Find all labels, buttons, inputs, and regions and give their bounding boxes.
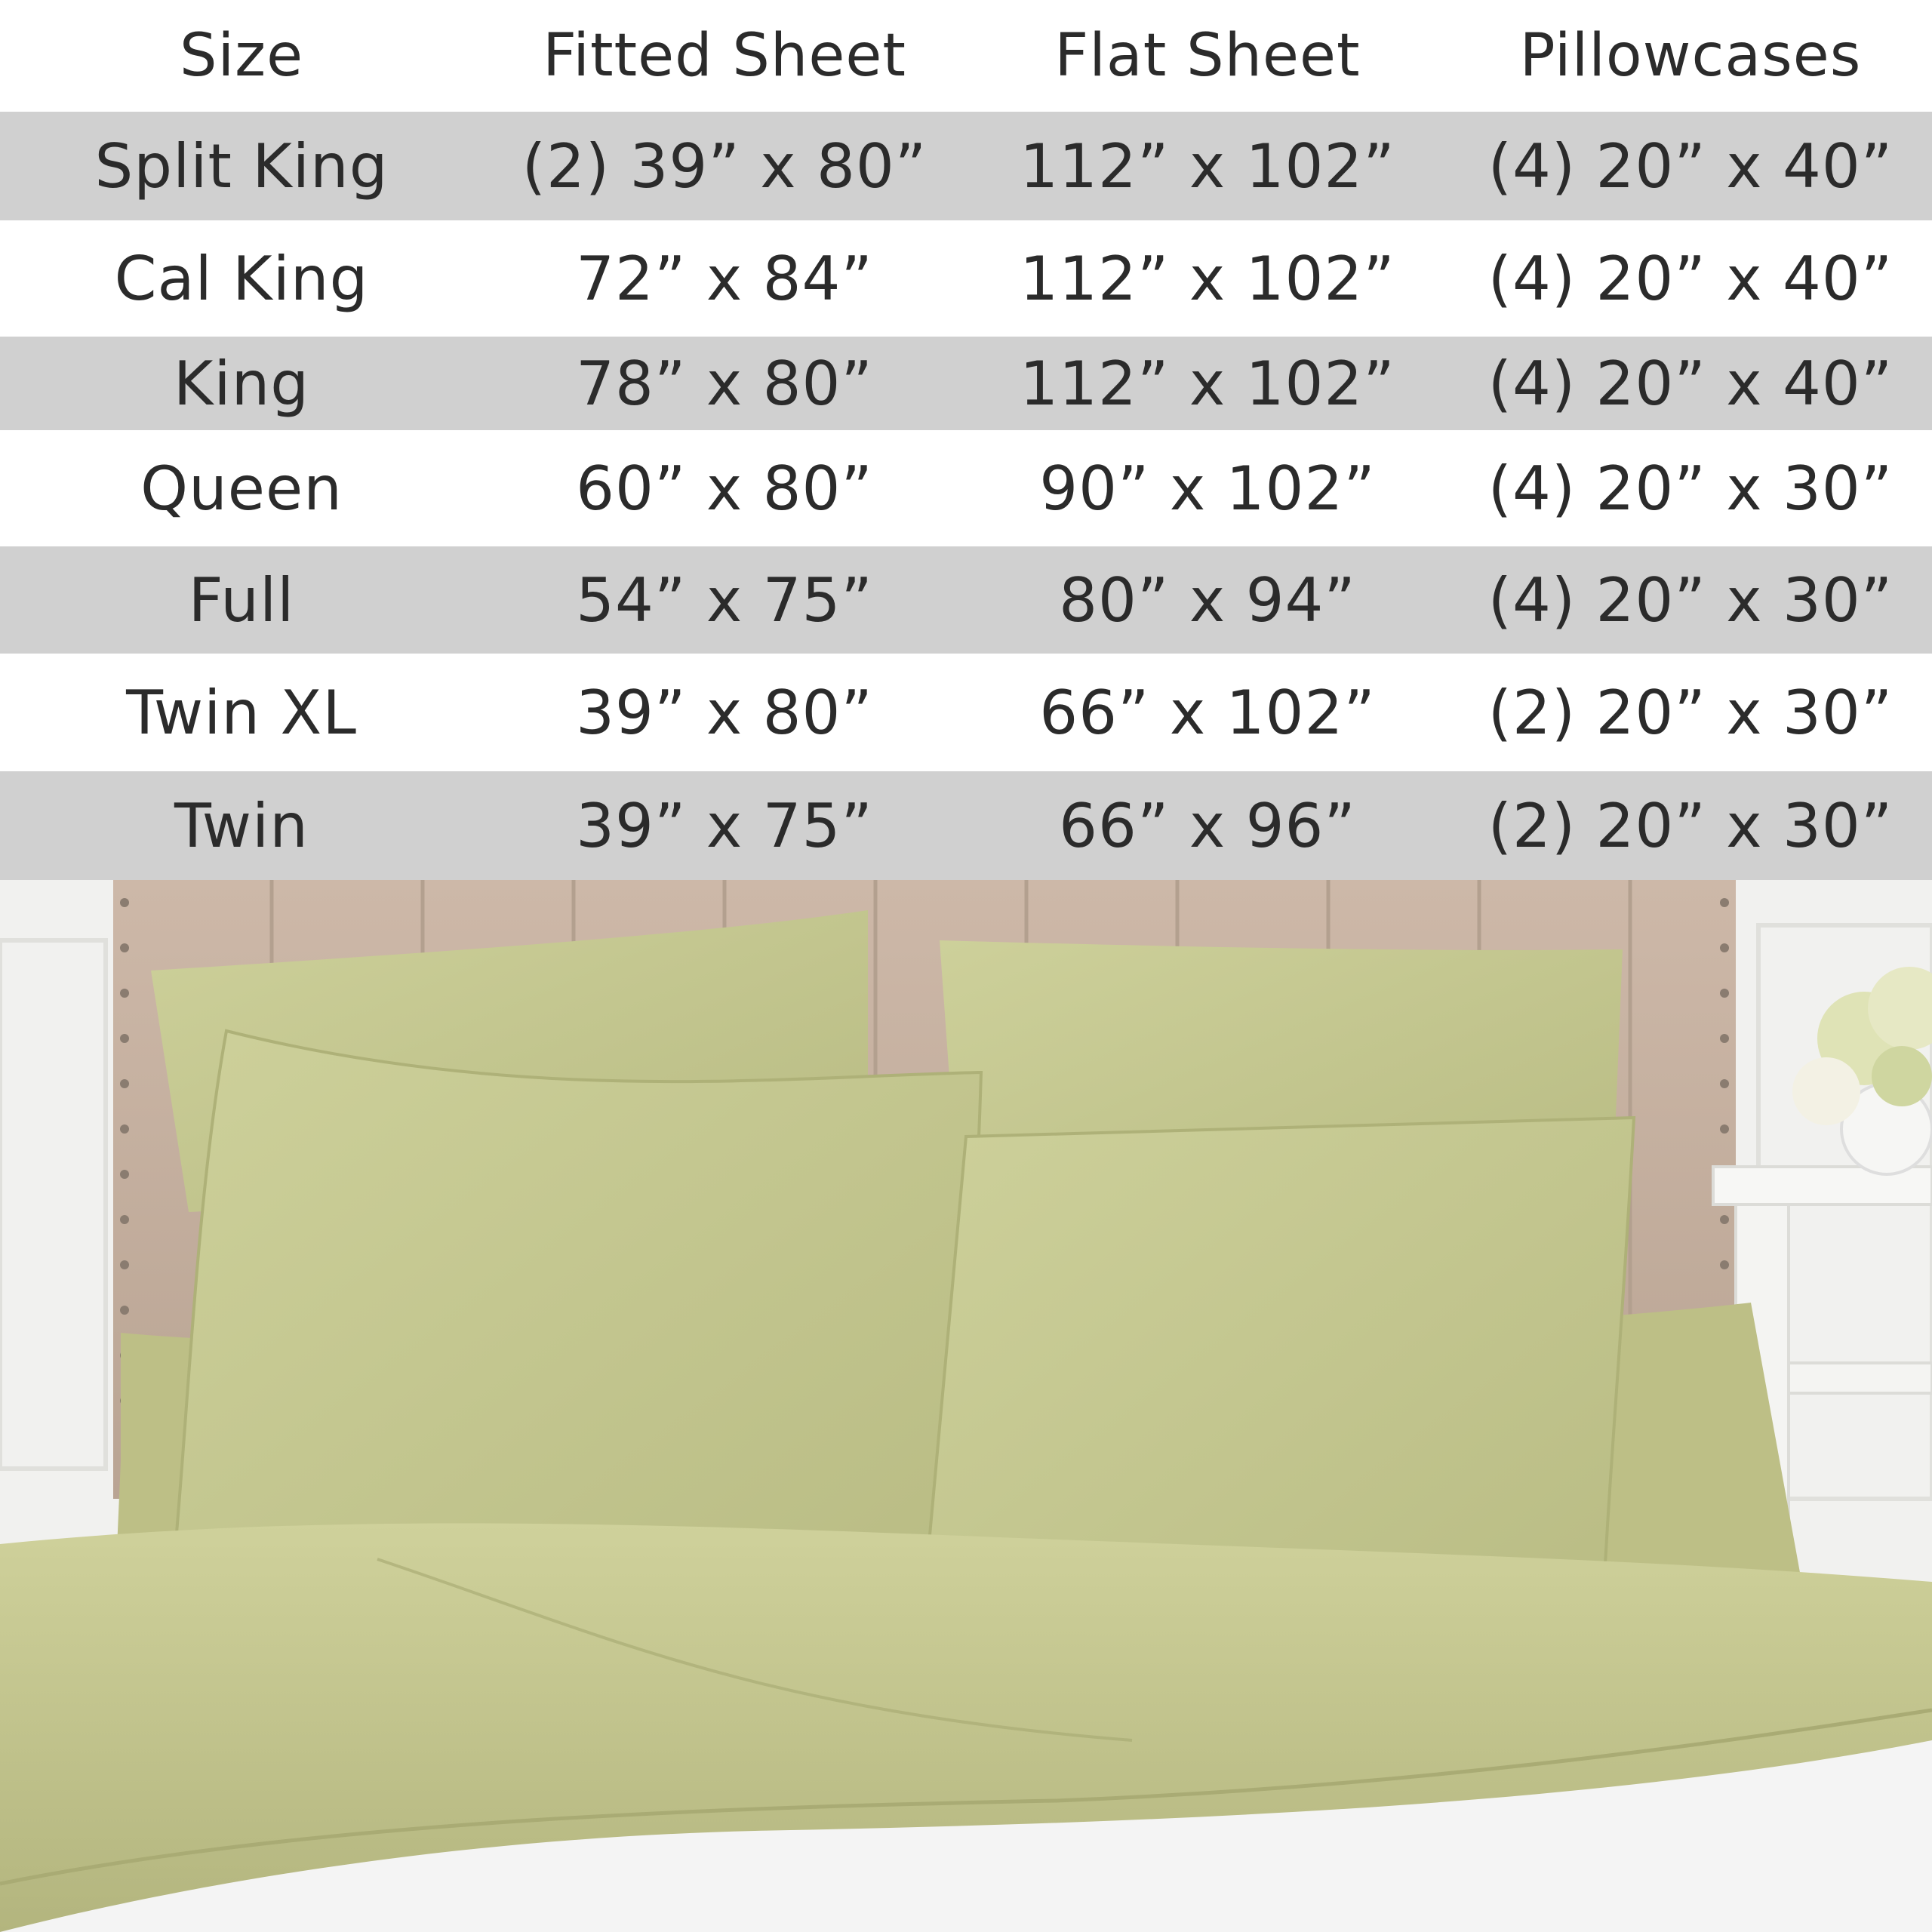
flat-sheet-cell: 80” x 94”	[1059, 565, 1356, 635]
table-row	[0, 112, 1932, 220]
pillowcases-cell: (4) 20” x 30”	[1487, 453, 1894, 524]
pillowcases-cell: (2) 20” x 30”	[1487, 790, 1894, 861]
size-cell: Queen	[140, 453, 343, 524]
size-cell: Twin XL	[126, 677, 357, 748]
table-row	[0, 220, 1932, 337]
header-size: Size	[179, 22, 304, 90]
header-fitted-sheet: Fitted Sheet	[543, 22, 906, 90]
fitted-sheet-cell: 39” x 75”	[576, 790, 873, 861]
table-row	[0, 654, 1932, 771]
nightstand-shelf	[1789, 1363, 1932, 1393]
flat-sheet-cell: 112” x 102”	[1020, 348, 1395, 419]
fitted-sheet-cell: 39” x 80”	[576, 677, 873, 748]
flat-sheet-cell: 112” x 102”	[1020, 243, 1395, 314]
table-row	[0, 337, 1932, 430]
fitted-sheet-cell: 78” x 80”	[576, 348, 873, 419]
table-row	[0, 546, 1932, 654]
pillowcases-cell: (4) 20” x 40”	[1487, 243, 1894, 314]
table-row	[0, 430, 1932, 546]
fitted-sheet-cell: 60” x 80”	[576, 453, 873, 524]
fitted-sheet-cell: 54” x 75”	[576, 565, 873, 635]
flat-sheet-cell: 90” x 102”	[1039, 453, 1376, 524]
pillowcases-cell: (2) 20” x 30”	[1487, 677, 1894, 748]
table-row	[0, 771, 1932, 880]
bed-illustration	[0, 880, 1932, 1932]
size-cell: King	[173, 348, 310, 419]
table-header-row	[0, 0, 1932, 112]
size-chart-table	[0, 0, 1932, 880]
flat-sheet-cell: 112” x 102”	[1020, 131, 1395, 202]
pillowcases-cell: (4) 20” x 30”	[1487, 565, 1894, 635]
flat-sheet-cell: 66” x 102”	[1039, 677, 1376, 748]
header-pillowcases: Pillowcases	[1519, 22, 1862, 90]
bed-photo	[0, 880, 1932, 1932]
header-flat-sheet: Flat Sheet	[1054, 22, 1361, 90]
fitted-sheet-cell: (2) 39” x 80”	[521, 131, 928, 202]
size-cell: Full	[188, 565, 295, 635]
fitted-sheet-cell: 72” x 84”	[576, 243, 873, 314]
pillowcases-cell: (4) 20” x 40”	[1487, 131, 1894, 202]
flat-sheet-cell: 66” x 96”	[1059, 790, 1356, 861]
size-cell: Split King	[94, 131, 389, 202]
pillowcases-cell: (4) 20” x 40”	[1487, 348, 1894, 419]
size-cell: Cal King	[114, 243, 369, 314]
size-cell: Twin	[174, 790, 309, 861]
